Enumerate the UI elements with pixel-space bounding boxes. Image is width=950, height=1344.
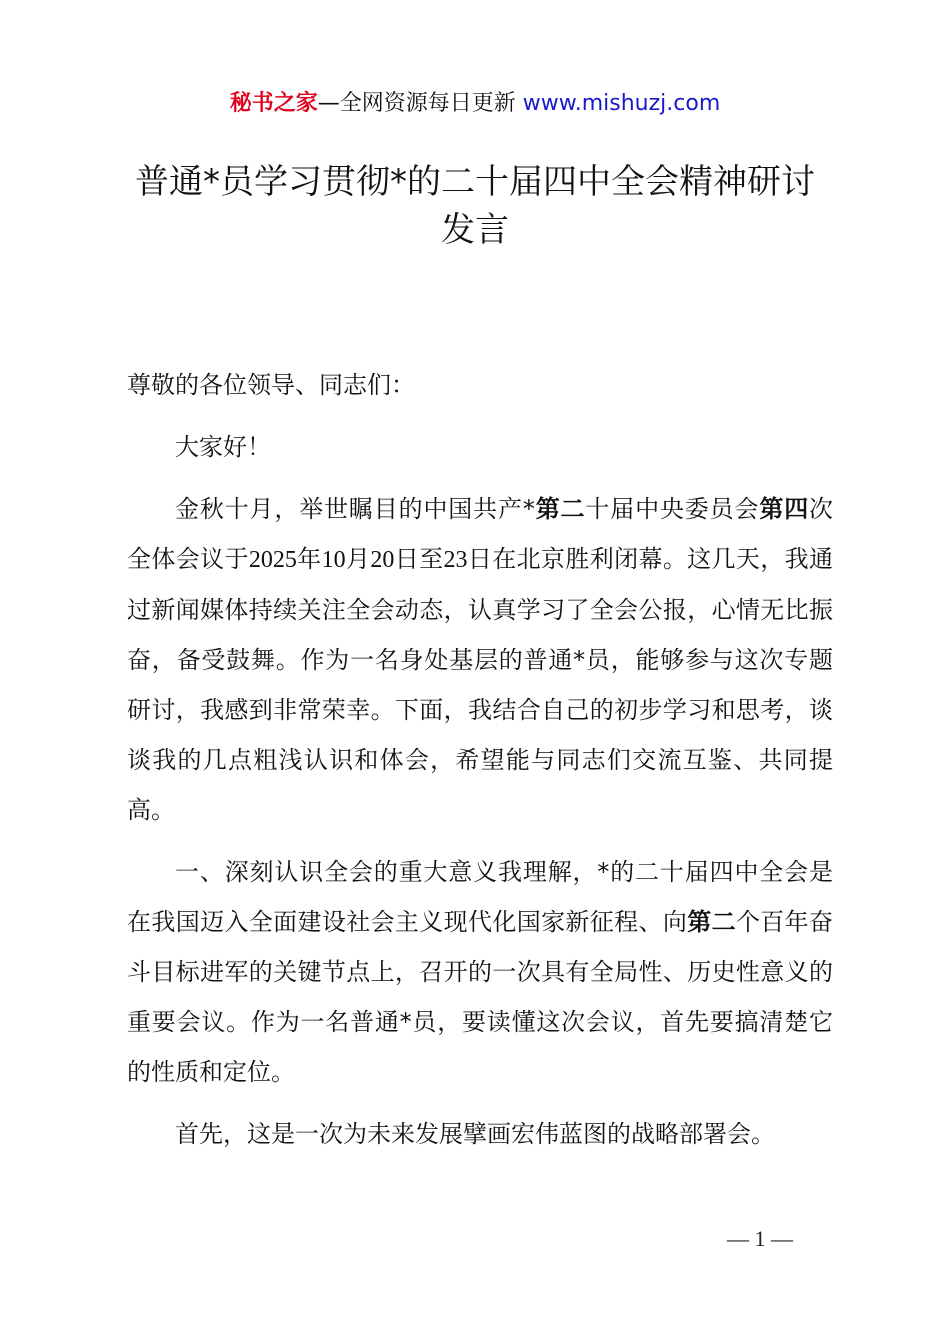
greeting: 大家好！ — [175, 433, 271, 461]
paragraph-3: 首先，这是一次为未来发展擘画宏伟蓝图的战略部署会。 — [175, 1120, 775, 1148]
document-title — [100, 158, 850, 254]
p1-text-3: 次全体会议于 — [127, 495, 834, 573]
title-line-2: 发言 — [441, 210, 509, 250]
paragraph-1 — [127, 484, 833, 835]
p1-text-2: 十届中央委员会 — [585, 495, 760, 523]
p1-text-1: 金秋十月，举世瞩目的中国共产* — [175, 495, 535, 523]
p1-month: 10 — [321, 547, 346, 573]
p1-text-5: 月 — [345, 545, 371, 573]
header-banner — [0, 88, 950, 120]
title-line-1: 普通*员学习贯彻*的二十届四中全会精神研讨 — [135, 162, 815, 202]
p1-day-start: 20 — [370, 547, 395, 573]
p2-bold-1: 第二 — [687, 908, 736, 936]
p1-year: 2025 — [248, 547, 297, 573]
p1-text-4: 年 — [296, 545, 322, 573]
p1-text-6: 日至 — [394, 545, 444, 573]
p1-bold-1: 第二 — [534, 495, 586, 523]
salutation: 尊敬的各位领导、同志们： — [127, 371, 415, 399]
p2-text-2: 个百年奋斗目标进军的关键节点上，召开的一次具有全局性、历史性意义的重要会议。作为一名普通*员，要读懂这次会议，首先要搞清楚它的性质和定位。 — [127, 908, 834, 1086]
page-number: — 1 — — [727, 1226, 793, 1251]
site-url-link[interactable]: www.mishuzj.com — [522, 91, 721, 116]
p2-text-1: 一、深刻认识全会的重大意义我理解，*的二十届四中全会是在我国迈入全面建设社会主义现代化国家新征程、向 — [127, 858, 833, 936]
p1-bold-2: 第四 — [759, 495, 810, 523]
p1-text-7: 日在北京胜利闭幕。这几天，我通过新闻媒体持续关注全会动态，认真学习了全会公报，心情无比振奋，备受鼓舞。作为一名身处基层的普通*员，能够参与这次专题研讨，我感到非常荣幸。下面，我结合自己的初步学习和思考，谈谈我的几点粗浅认识和体会，希望能与同志们交流互鉴、共同提高。 — [127, 545, 834, 824]
header-slogan: —全网资源每日更新 — [317, 91, 523, 116]
document-body — [127, 360, 833, 1159]
brand-name: 秘书之家 — [229, 91, 318, 116]
paragraph-2 — [127, 847, 833, 1097]
p1-day-end: 23 — [443, 547, 468, 573]
